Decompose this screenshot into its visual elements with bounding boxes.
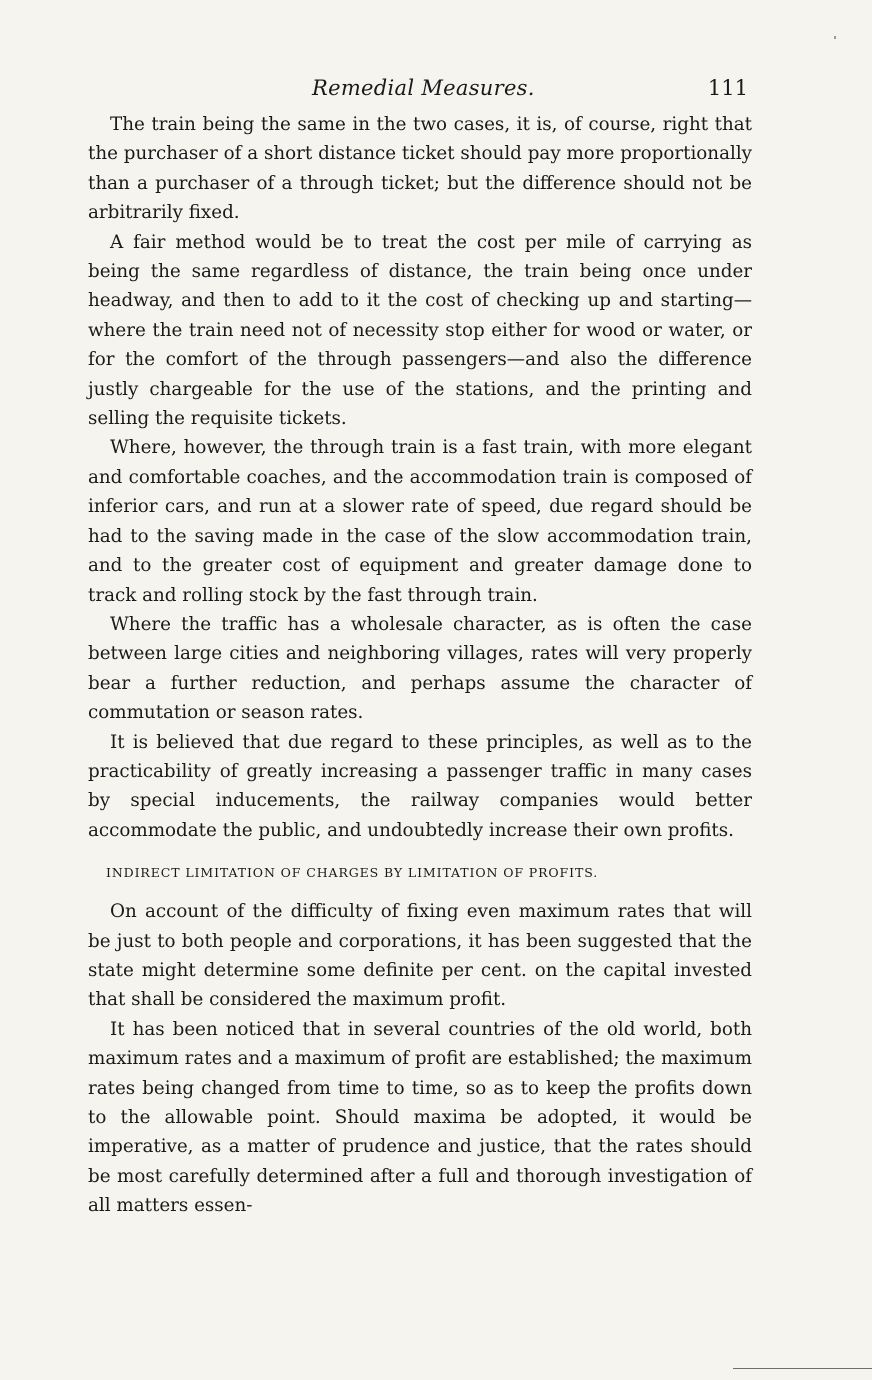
paragraph-7: It has been noticed that in several countries of the old world, both maximum rates and a maximum of profit are established; the maximum rates being changed from time to time, so as to keep the profits down to the allowable point. Should maxima be adopted, it would be imperative, as a matter of prudence and justice, that the rates should be most carefully determined after a full and thorough investigation of all matters essen- (88, 1018, 752, 1217)
section-heading: INDIRECT LIMITATION OF CHARGES BY LIMITATION OF PROFITS. (106, 865, 599, 881)
page-number: 111 (707, 76, 748, 100)
page-edge-mark (834, 36, 836, 39)
paragraph-2: A fair method would be to treat the cost per mile of carrying as being the same regardless of distance, the train being once under headway, and then to add to it the cost of checking up and starting—where the train need not of necessity stop either for wood or water, or for the comfort of the through passengers—and also the difference justly chargeable for the use of the stations, and the printing and selling the requisite tickets. (88, 231, 752, 430)
paragraph-5: It is believed that due regard to these principles, as well as to the practicability of greatly increasing a passenger traffic in many cases by special inducements, the railway companies would better accommodate the public, and undoubtedly increase their own profits. (88, 731, 752, 841)
paragraph-6: On account of the difficulty of fixing even maximum rates that will be just to both people and corporations, it has been suggested that the state might determine some definite per cent. on the capital invested that shall be considered the maximum profit. (88, 901, 752, 1011)
bottom-rule (733, 1368, 872, 1369)
running-title: Remedial Measures. (312, 76, 535, 100)
running-head (88, 70, 752, 110)
paragraph-4: Where the traffic has a wholesale character, as is often the case between large cities and neighboring villages, rates will very properly bear a further reduction, and perhaps assume the character of commutation or season rates. (88, 613, 752, 724)
paragraph-3: Where, however, the through train is a fast train, with more elegant and comfortable coaches, and the accommodation train is composed of inferior cars, and run at a slower rate of speed, due regard should be had to the saving made in the case of the slow accommodation train, and to the greater cost of equipment and greater damage done to track and rolling stock by the fast through train. (88, 437, 752, 606)
book-page (88, 70, 752, 1221)
paragraph-1: The train being the same in the two cases, it is, of course, right that the purchaser of a short distance ticket should pay more proportionally than a purchaser of a through ticket; but the difference should not be arbitrarily fixed. (88, 114, 752, 224)
